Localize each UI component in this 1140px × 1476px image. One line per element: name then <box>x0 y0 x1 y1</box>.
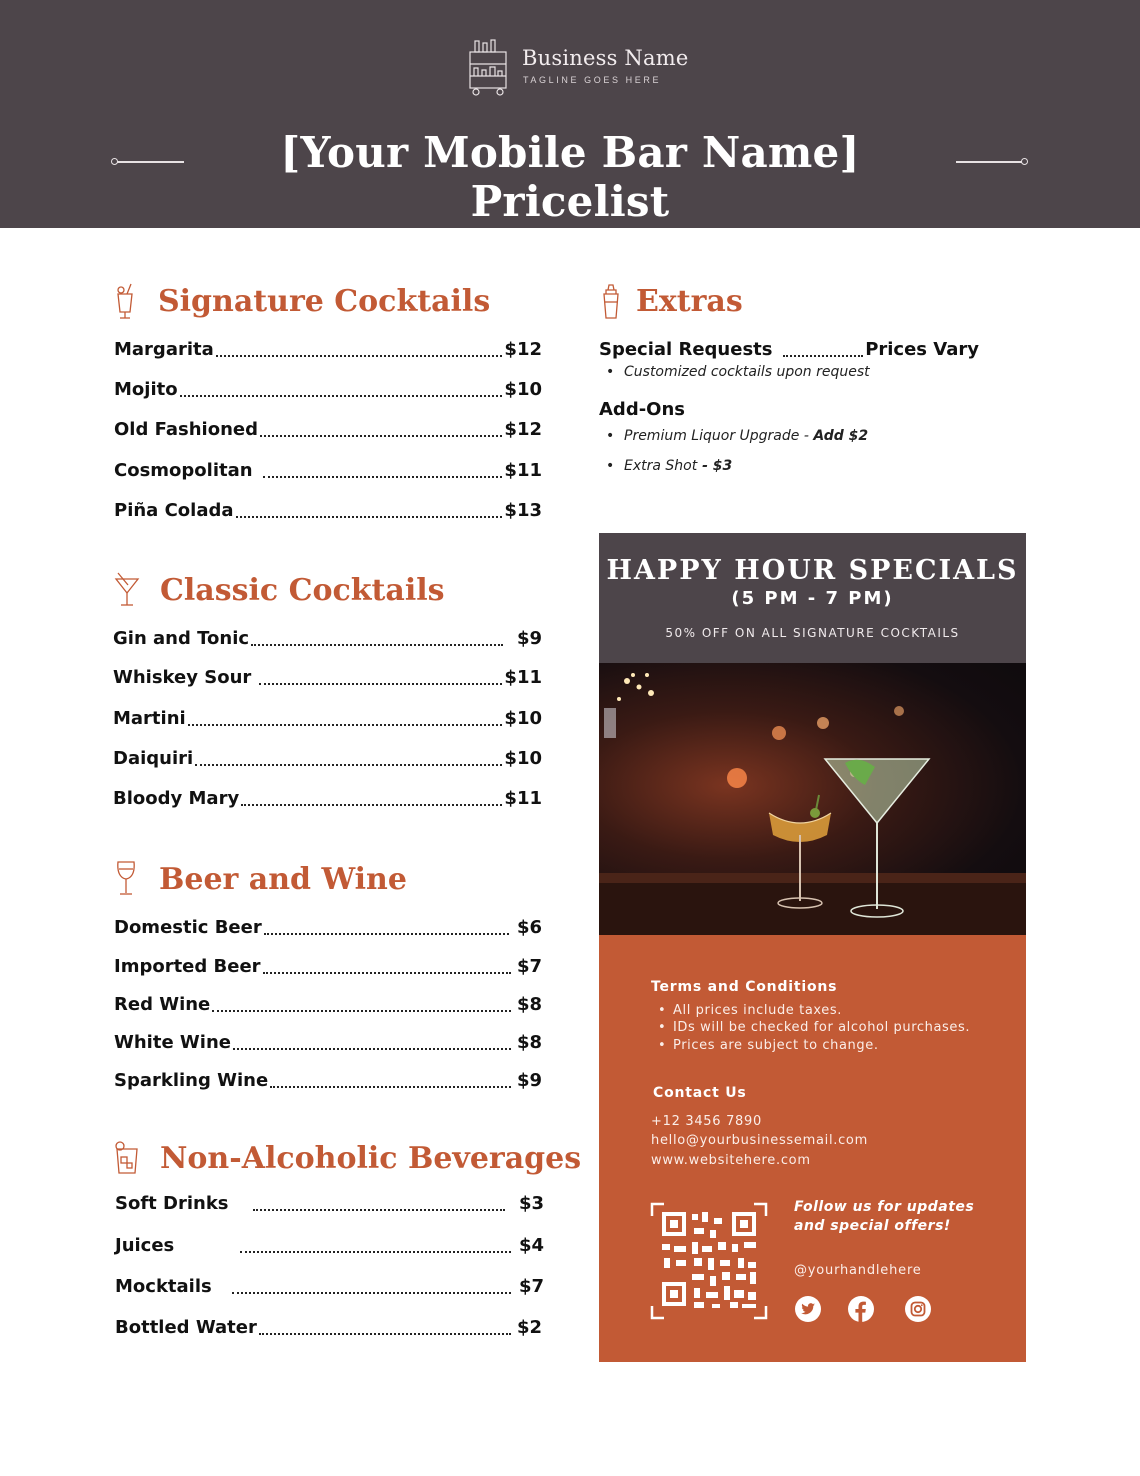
addons-title: Add-Ons <box>599 399 686 420</box>
menu-item <box>115 1230 544 1256</box>
item-price: $13 <box>504 500 542 521</box>
section-signature-cocktails <box>112 282 490 320</box>
item-name: Piña Colada <box>114 500 234 521</box>
iced-drink-icon <box>114 1139 140 1177</box>
signature-cocktails-title: Signature Cocktails <box>158 283 491 319</box>
item-name: Domestic Beer <box>114 917 262 938</box>
item-price: $12 <box>504 339 542 360</box>
dotted-leader <box>233 1048 511 1050</box>
item-name: White Wine <box>114 1032 231 1053</box>
dotted-leader <box>270 1086 511 1088</box>
menu-item <box>114 455 542 481</box>
title-rule-right <box>956 161 1026 163</box>
dotted-leader <box>188 724 503 726</box>
dotted-leader <box>212 1010 511 1012</box>
bar-cart-logo-icon <box>466 38 510 98</box>
dotted-leader <box>259 683 502 685</box>
dotted-leader <box>232 1292 511 1294</box>
classic-cocktails-title: Classic Cocktails <box>160 572 445 608</box>
item-name: Margarita <box>114 339 214 360</box>
business-name: Business Name <box>522 46 689 70</box>
cocktail-shaker-icon <box>598 282 624 320</box>
item-name: Soft Drinks <box>115 1193 229 1214</box>
item-name: Whiskey Sour <box>113 667 252 688</box>
dotted-leader <box>236 516 503 518</box>
extras-title: Extras <box>636 283 743 319</box>
menu-item <box>114 495 542 521</box>
addon-item <box>624 428 868 444</box>
menu-item <box>113 743 542 769</box>
dotted-leader <box>195 764 502 766</box>
non-alcoholic-beverages-title: Non-Alcoholic Beverages <box>160 1140 582 1176</box>
bar-scene-illustration <box>599 663 1026 935</box>
special-requests-note: • Customized cocktails upon request <box>624 364 870 380</box>
beer-and-wine-title: Beer and Wine <box>159 861 407 897</box>
addon-price: - $3 <box>697 458 733 474</box>
item-price: $4 <box>518 1235 544 1256</box>
addon-text: Extra Shot <box>624 458 698 474</box>
facebook-icon[interactable] <box>847 1295 875 1323</box>
menu-item <box>114 989 542 1015</box>
menu-item <box>114 1065 542 1091</box>
section-extras <box>598 282 743 320</box>
dotted-leader <box>180 395 503 397</box>
item-price: $9 <box>516 1070 542 1091</box>
item-price: $11 <box>504 460 542 481</box>
item-name: Sparkling Wine <box>114 1070 269 1091</box>
item-price: $10 <box>504 708 542 729</box>
dotted-leader <box>253 1209 505 1211</box>
item-price: $11 <box>504 788 542 809</box>
item-name: Juices <box>115 1235 175 1256</box>
item-price: $10 <box>504 379 542 400</box>
item-price: $12 <box>504 419 542 440</box>
item-name: Bottled Water <box>115 1317 257 1338</box>
menu-item <box>113 783 542 809</box>
happy-hour-title: HAPPY HOUR SPECIALS <box>606 555 1019 586</box>
menu-item <box>114 334 542 360</box>
menu-item <box>113 623 542 649</box>
menu-item <box>114 414 542 440</box>
menu-item <box>113 703 542 729</box>
section-classic-cocktails <box>114 571 445 609</box>
info-panel <box>599 935 1026 1362</box>
item-price: $9 <box>516 628 542 649</box>
item-price: $10 <box>504 748 542 769</box>
dotted-leader <box>251 644 503 646</box>
contact-phone[interactable]: +12 3456 7890 <box>651 1114 762 1129</box>
dotted-leader <box>263 476 503 478</box>
item-name: Mocktails <box>115 1276 212 1297</box>
menu-item <box>115 1271 544 1297</box>
dotted-leader <box>240 1251 511 1253</box>
menu-item <box>114 374 542 400</box>
contact-title: Contact Us <box>653 1085 747 1101</box>
item-price: $8 <box>516 1032 542 1053</box>
menu-item <box>115 1188 544 1214</box>
item-price: Prices Vary <box>865 339 979 360</box>
social-handle[interactable]: @yourhandlehere <box>794 1263 922 1278</box>
title-rule-dot-left <box>111 158 118 165</box>
instagram-icon[interactable] <box>904 1295 932 1323</box>
item-name: Imported Beer <box>114 956 261 977</box>
item-price: $2 <box>516 1317 542 1338</box>
page-title: [Your Mobile Bar Name] Pricelist <box>280 128 860 226</box>
dotted-leader <box>216 355 503 357</box>
item-name: Daiquiri <box>113 748 194 769</box>
item-price: $3 <box>518 1193 544 1214</box>
happy-hour-panel <box>599 533 1026 663</box>
menu-item <box>114 912 542 938</box>
menu-item <box>114 951 542 977</box>
item-price: $7 <box>518 1276 544 1297</box>
terms-item: • Prices are subject to change. <box>673 1038 879 1053</box>
follow-message: Follow us for updates and special offers! <box>794 1199 975 1234</box>
menu-item-special-requests <box>599 334 979 360</box>
cocktails-bar-photo <box>599 663 1026 935</box>
contact-website[interactable]: www.websitehere.com <box>651 1153 811 1168</box>
title-rule-dot-right <box>1021 158 1028 165</box>
terms-title: Terms and Conditions <box>651 979 838 995</box>
contact-email[interactable]: hello@yourbusinessemail.com <box>651 1133 868 1148</box>
wine-glass-icon <box>113 860 139 898</box>
section-beer-and-wine <box>113 860 407 898</box>
dotted-leader <box>241 804 502 806</box>
item-name: Special Requests <box>599 339 773 360</box>
addon-price: Add $2 <box>813 428 869 444</box>
terms-item: • IDs will be checked for alcohol purchases. <box>673 1020 970 1035</box>
happy-hour-time: (5 PM - 7 PM) <box>731 588 894 609</box>
item-name: Old Fashioned <box>114 419 258 440</box>
header-banner <box>0 0 1140 228</box>
dotted-leader <box>783 355 864 357</box>
terms-item: • All prices include taxes. <box>673 1003 842 1018</box>
item-name: Bloody Mary <box>113 788 240 809</box>
tagline: TAGLINE GOES HERE <box>523 75 662 85</box>
martini-glass-icon <box>114 571 140 609</box>
dotted-leader <box>260 435 502 437</box>
happy-hour-offer: 50% OFF ON ALL SIGNATURE COCKTAILS <box>665 626 960 640</box>
item-price: $6 <box>516 917 542 938</box>
section-non-alcoholic-beverages <box>114 1139 581 1177</box>
item-price: $8 <box>516 994 542 1015</box>
item-name: Cosmopolitan <box>114 460 253 481</box>
qr-code-icon[interactable] <box>650 1202 768 1320</box>
item-name: Martini <box>113 708 186 729</box>
item-name: Red Wine <box>114 994 211 1015</box>
menu-item <box>114 1027 542 1053</box>
menu-item <box>115 1312 542 1338</box>
title-rule-left <box>114 161 184 163</box>
item-price: $11 <box>504 667 542 688</box>
addon-text: Premium Liquor Upgrade - <box>624 428 814 444</box>
menu-item <box>113 662 542 688</box>
tropical-cocktail-icon <box>112 282 138 320</box>
dotted-leader <box>264 933 509 935</box>
item-name: Gin and Tonic <box>113 628 250 649</box>
item-price: $7 <box>516 956 542 977</box>
item-name: Mojito <box>114 379 178 400</box>
dotted-leader <box>263 972 511 974</box>
twitter-icon[interactable] <box>794 1295 822 1323</box>
dotted-leader <box>259 1333 511 1335</box>
addon-item <box>624 458 732 474</box>
